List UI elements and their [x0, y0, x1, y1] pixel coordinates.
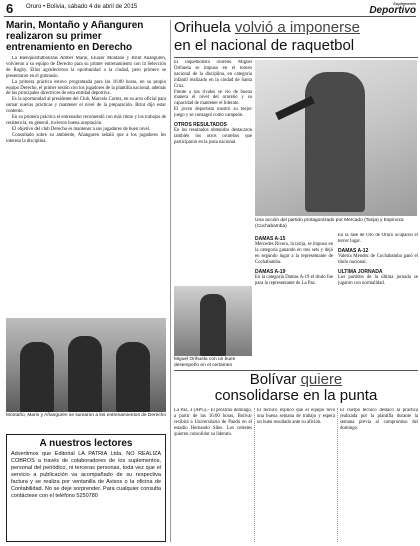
raquetbol-paragraph: En los resultados obtenidos destacaron también los otros orureños que participaron en la justa nacional.	[174, 128, 252, 145]
column-divider	[254, 408, 255, 542]
supplement-logo	[344, 1, 416, 15]
player-figure	[68, 336, 102, 412]
readers-notice-title: A nuestros lectores	[39, 438, 133, 449]
orihuela-photo	[174, 286, 252, 356]
page-header	[0, 0, 420, 16]
headline-part: Bolívar	[249, 371, 301, 388]
headline-highlight: volvió a imponerse	[234, 19, 360, 36]
readers-notice-box	[6, 434, 166, 542]
player-figure	[305, 72, 365, 212]
left-paragraph: En su primera práctica el entrenador recomendó con más ritmo y los trabajos de resistencia, en general, tuvieron buena aceptación.	[6, 115, 166, 126]
column-divider	[337, 408, 338, 542]
left-paragraph: La Bienquistfutbolistas Amber Marin, Eliazer Montaño y Brint Añanguren, volvieron a su equipo de Derecho para su primer entrenamiento con la Selección de Rugby. Ellos agradecieron la oportunidad a la ciudad, pero primero se presentaron en el gimnasio.	[6, 56, 166, 79]
header-divider	[4, 16, 416, 17]
bolivar-column-1: La Paz, 3 (APG).- El próximo domingo, a partir de las 16:00 horas, Bolívar recibirá a Universitario de Pando en el estadio Hernando Siles. Los celestes quieren consolidar su liderato.	[174, 408, 252, 437]
page-number: 6	[6, 1, 14, 16]
bolivar-headline-line2: consolidarse en la punta	[214, 387, 378, 404]
section-title: OTROS RESULTADOS	[174, 122, 227, 129]
player-figure	[200, 294, 226, 356]
raquetbol-paragraph: En la fase de Oro de Oruro ocuparon el tercer lugar.	[338, 233, 418, 244]
raquetbol-paragraph: En la categoría Damas A-19 el título fue para la representante de La Paz.	[255, 274, 333, 286]
readers-notice-body: Advertimos que Editorial LA PATRIA Ltda. NO REALIZA COBROS a través de colaboradores de los suplementos, personal del periódico, ni terceras personas, toda vez que el servicio a publicación va acompañado de su respectiva factura y se realiza por ventanilla de Avisos o la oficina de Contabilidad. No se deje sorprender. Para cualquier consulta contáctese con el teléfono 5250780	[11, 451, 161, 499]
left-paragraph: El objetivo del club Derecho es mantener a sus jugadores de buen nivel.	[12, 126, 151, 132]
section-title: DAMAS A-12	[338, 247, 369, 254]
player-figure	[116, 342, 150, 412]
raquetbol-paragraph: Mercedes Rivera, la tarija, se impuso en la categoría ganando en tres sets y dejó en segundo lugar a la representante de Cochabamba.	[255, 242, 333, 265]
players-photo-caption: Montaño, Marin y Añanguren se sumaron a los entrenamientos de Derecho	[6, 413, 166, 418]
section-title: DAMAS A-15	[255, 236, 286, 242]
raquetbol-paragraph: Los partidos de la última jornada se jugaron con normalidad.	[338, 274, 418, 286]
player-figure	[20, 342, 54, 412]
bolivar-column-3: El cuerpo técnico destacó la práctica realizada por la plantilla durante la semana previa al compromiso del domingo.	[340, 408, 418, 431]
headline-rule	[174, 57, 418, 58]
column-divider	[170, 20, 171, 542]
section-title: ULTIMA JORNADA	[338, 268, 383, 275]
headline-part: Orihuela	[174, 19, 235, 36]
raquetbol-column-4	[338, 233, 418, 367]
raquetbol-headline-line1	[174, 20, 418, 36]
dateline: Oruro • Bolivia, sábado 4 de abril de 2015	[26, 4, 138, 10]
raquetbol-column-1	[174, 60, 252, 284]
logo-small: Suplemento	[393, 1, 416, 6]
match-photo-caption: Una acción del partido protagonizado por Mercado (Tarija) y Espinoza (Cochabamba)	[255, 218, 404, 229]
players-photo	[6, 318, 166, 412]
raquetbol-paragraph: Frente a sus rivales se vio de buena manera el nivel del orureño y su capacidad de mantener el liderato.	[174, 89, 252, 107]
match-photo	[255, 60, 417, 216]
left-body	[6, 56, 166, 316]
headline-highlight: quiere	[300, 371, 343, 388]
orihuela-photo-caption: Miguel Orihuela con un buen desempeño en el certamen	[174, 357, 236, 368]
left-paragraph: Consultado sobre su ambiente, Añanguren señaló que a los jugadores les interesa la disciplina.	[6, 132, 166, 144]
bolivar-column-2: El técnico explicó que el equipo tuvo una buena semana de trabajo y espera un buen resultado ante su afición.	[257, 408, 335, 425]
raquetbol-paragraph: El raquetbolista orureño Miguel Orihuela se impuso en el torneo nacional de la disciplina, en categoría infantil realizado en la ciudad de Santa Cruz.	[174, 60, 252, 89]
logo-main: Deportivo	[369, 5, 416, 16]
raquetbol-paragraph: El joven deportista mostró su mejor juego y se consagró como campeón.	[174, 107, 252, 119]
left-headline: Marin, Montaño y Añanguren realizaron su primer entrenamiento en Derecho	[6, 20, 144, 53]
bolivar-headline-line1	[174, 372, 418, 388]
raquetbol-headline-line2: en el nacional de raquetbol	[174, 37, 355, 54]
raquetbol-column-3	[255, 233, 333, 367]
section-title: DAMAS A-19	[255, 268, 286, 275]
raquetbol-paragraph: Valeria Mendez de Cochabamba ganó el título nacional.	[338, 253, 418, 265]
left-paragraph: La primera práctica estuvo programada para las 16:00 horas, en su propio equipo Derecho, el primer sesión con los jugadores de la plantilla nacional, además de las principales directrices de esta entidad deportiva.	[6, 79, 166, 97]
left-paragraph: Es la oportunidad al presidente del Club, Marcelo Cortez, en su acto oficial para sumar nuevas prácticas y mantener el nivel de la preparación. Brint dijo estar contento.	[6, 97, 166, 115]
